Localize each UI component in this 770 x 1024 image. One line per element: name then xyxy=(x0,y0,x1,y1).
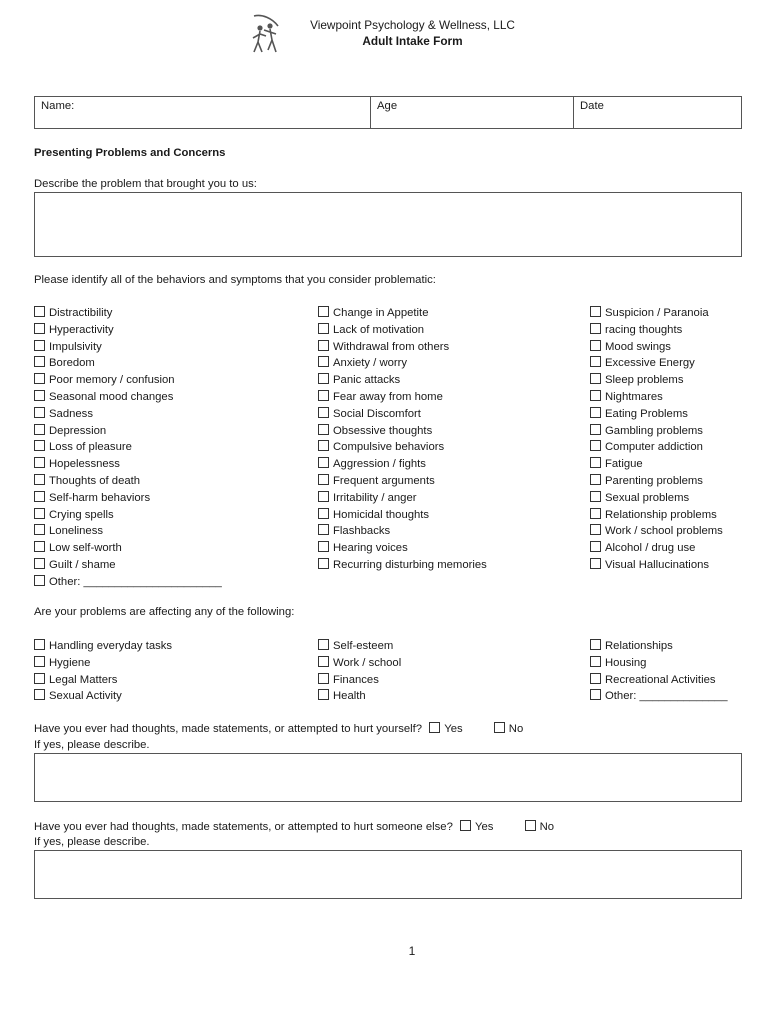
checkbox-label: Legal Matters xyxy=(49,673,118,686)
checkbox-item xyxy=(318,473,487,490)
checkbox-label: Relationship problems xyxy=(605,508,717,521)
checkbox-label: Handling everyday tasks xyxy=(49,640,173,652)
checkbox-item xyxy=(590,672,728,689)
checkbox-item xyxy=(318,305,487,322)
checkbox[interactable] xyxy=(590,373,601,384)
age-label: Age xyxy=(377,100,398,112)
checkbox-label: Poor memory / confusion xyxy=(49,374,175,387)
checkbox-item xyxy=(590,406,723,423)
checkbox[interactable] xyxy=(34,440,45,451)
checkbox[interactable] xyxy=(34,639,45,650)
checkbox[interactable] xyxy=(590,457,601,468)
checkbox-item xyxy=(590,389,723,406)
date-field[interactable] xyxy=(574,97,741,128)
page-number: 1 xyxy=(408,944,416,958)
checkbox[interactable] xyxy=(590,656,601,667)
checkbox-label: Panic attacks xyxy=(333,374,401,387)
checkbox-item xyxy=(318,557,487,574)
checkbox-label: racing thoughts xyxy=(605,323,683,336)
checkbox[interactable] xyxy=(590,689,601,700)
checkbox[interactable] xyxy=(590,424,601,435)
checkbox-label: Eating Problems xyxy=(605,407,688,420)
checkbox-item xyxy=(34,523,222,540)
checkbox-label: Flashbacks xyxy=(333,525,391,538)
checkbox-item xyxy=(34,372,222,389)
symptoms-column-2 xyxy=(318,305,487,574)
checkbox-item xyxy=(318,439,487,456)
checkbox-label: Computer addiction xyxy=(605,441,703,454)
checkbox-item xyxy=(34,423,222,440)
checkbox-label: Visual Hallucinations xyxy=(605,558,710,571)
checkbox[interactable] xyxy=(590,323,601,334)
checkbox-label: Homicidal thoughts xyxy=(333,508,430,521)
affecting-column-3 xyxy=(590,638,728,705)
checkbox-item xyxy=(318,423,487,440)
checkbox[interactable] xyxy=(34,356,45,367)
checkbox-item xyxy=(590,423,723,440)
date-label: Date xyxy=(580,100,604,112)
section-heading: Presenting Problems and Concerns xyxy=(34,147,226,159)
self-harm-question-row xyxy=(34,722,523,735)
checkbox-item xyxy=(590,473,723,490)
checkbox-label: Withdrawal from others xyxy=(333,340,450,353)
checkbox[interactable] xyxy=(318,373,329,384)
self-harm-question: Have you ever had thoughts, made statements, or attempted to hurt yourself? xyxy=(34,723,423,735)
checkbox[interactable] xyxy=(318,323,329,334)
checkbox-item xyxy=(318,456,487,473)
checkbox-label: Anxiety / worry xyxy=(333,357,408,370)
checkbox[interactable] xyxy=(318,508,329,519)
checkbox-label: Nightmares xyxy=(605,390,663,403)
checkbox[interactable] xyxy=(34,541,45,552)
checkbox[interactable] xyxy=(34,491,45,502)
checkbox[interactable] xyxy=(34,390,45,401)
checkbox[interactable] xyxy=(590,407,601,418)
checkbox-item xyxy=(590,638,728,655)
checkbox[interactable] xyxy=(318,656,329,667)
checkbox-item xyxy=(590,688,728,705)
checkbox[interactable] xyxy=(590,474,601,485)
harm-others-description-box[interactable] xyxy=(34,850,742,899)
checkbox[interactable] xyxy=(34,656,45,667)
checkbox-item xyxy=(590,456,723,473)
checkbox[interactable] xyxy=(590,340,601,351)
checkbox[interactable] xyxy=(34,474,45,485)
checkbox-label: Parenting problems xyxy=(605,474,703,487)
checkbox-label: Relationships xyxy=(605,640,673,652)
checkbox-label: Social Discomfort xyxy=(333,407,421,420)
checkbox-item xyxy=(318,406,487,423)
name-field[interactable] xyxy=(35,97,371,128)
checkbox-item xyxy=(34,339,222,356)
checkbox[interactable] xyxy=(34,689,45,700)
checkbox-item xyxy=(590,655,728,672)
self-harm-description-box[interactable] xyxy=(34,753,742,802)
self-harm-no-label: No xyxy=(508,723,524,735)
checkbox[interactable] xyxy=(34,323,45,334)
checkbox-label: Guilt / shame xyxy=(49,558,116,571)
checkbox[interactable] xyxy=(590,524,601,535)
checkbox-item xyxy=(590,339,723,356)
checkbox-label: Hopelessness xyxy=(49,458,120,471)
checkbox-item xyxy=(318,672,401,689)
checkbox-label: Frequent arguments xyxy=(333,474,435,487)
harm-others-yes-checkbox[interactable] xyxy=(460,820,471,831)
checkbox-label: Aggression / fights xyxy=(333,458,426,471)
checkbox[interactable] xyxy=(590,440,601,451)
checkbox-item xyxy=(34,672,172,689)
checkbox-item xyxy=(34,439,222,456)
checkbox[interactable] xyxy=(34,524,45,535)
checkbox[interactable] xyxy=(590,673,601,684)
checkbox-item xyxy=(318,322,487,339)
checkbox-item xyxy=(318,638,401,655)
checkbox-item xyxy=(34,655,172,672)
checkbox-label: Finances xyxy=(333,673,379,686)
checkbox[interactable] xyxy=(34,673,45,684)
checkbox-label: Gambling problems xyxy=(605,424,703,437)
checkbox-item xyxy=(590,372,723,389)
checkbox-item xyxy=(318,523,487,540)
harm-others-question-row xyxy=(34,820,554,833)
checkbox-item xyxy=(318,540,487,557)
checkbox[interactable] xyxy=(34,575,45,586)
checkbox-label: Fear away from home xyxy=(333,390,443,403)
checkbox-label: Other: ______________ xyxy=(605,690,728,703)
checkbox[interactable] xyxy=(34,306,45,317)
checkbox[interactable] xyxy=(590,508,601,519)
checkbox[interactable] xyxy=(590,356,601,367)
problem-description-box[interactable] xyxy=(34,192,742,257)
checkbox-item xyxy=(34,490,222,507)
checkbox[interactable] xyxy=(34,373,45,384)
checkbox[interactable] xyxy=(318,673,329,684)
checkbox-item xyxy=(318,372,487,389)
checkbox-label: Compulsive behaviors xyxy=(333,441,445,454)
checkbox-item xyxy=(34,507,222,524)
checkbox-label: Irritability / anger xyxy=(333,491,417,504)
checkbox-label: Hyperactivity xyxy=(49,323,114,336)
checkbox-label: Work / school problems xyxy=(605,525,723,538)
checkbox-label: Loss of pleasure xyxy=(49,441,132,454)
checkbox-item xyxy=(318,355,487,372)
checkbox-label: Housing xyxy=(605,656,647,669)
checkbox-item xyxy=(34,355,222,372)
checkbox-item xyxy=(590,490,723,507)
self-harm-no-checkbox[interactable] xyxy=(494,722,505,733)
checkbox-label: Recreational Activities xyxy=(605,673,716,686)
symptoms-column-3 xyxy=(590,305,723,574)
self-harm-yes-label: Yes xyxy=(444,723,463,735)
checkbox[interactable] xyxy=(34,508,45,519)
checkbox[interactable] xyxy=(318,407,329,418)
checkbox[interactable] xyxy=(318,390,329,401)
checkbox[interactable] xyxy=(590,558,601,569)
checkbox[interactable] xyxy=(318,356,329,367)
checkbox-item xyxy=(318,507,487,524)
checkbox-label: Excessive Energy xyxy=(605,357,695,370)
checkbox-label: Lack of motivation xyxy=(333,323,425,336)
checkbox-label: Boredom xyxy=(49,357,95,370)
checkbox-label: Seasonal mood changes xyxy=(49,390,174,403)
checkbox-item xyxy=(34,456,222,473)
checkbox-item xyxy=(590,439,723,456)
checkbox-label: Thoughts of death xyxy=(49,474,141,487)
describe-prompt: Describe the problem that brought you to us: xyxy=(34,178,257,190)
affecting-column-2 xyxy=(318,638,401,705)
symptoms-prompt: Please identify all of the behaviors and symptoms that you consider problematic: xyxy=(34,274,436,286)
checkbox-label: Work / school xyxy=(333,656,402,669)
checkbox-label: Hearing voices xyxy=(333,542,408,555)
checkbox-item xyxy=(34,473,222,490)
checkbox-item xyxy=(34,389,222,406)
checkbox[interactable] xyxy=(318,306,329,317)
checkbox[interactable] xyxy=(318,340,329,351)
checkbox[interactable] xyxy=(318,424,329,435)
checkbox[interactable] xyxy=(590,541,601,552)
checkbox-label: Sexual Activity xyxy=(49,690,122,703)
checkbox[interactable] xyxy=(318,491,329,502)
checkbox[interactable] xyxy=(318,440,329,451)
checkbox-item xyxy=(34,322,222,339)
checkbox-label: Mood swings xyxy=(605,340,671,353)
checkbox-label: Suspicion / Paranoia xyxy=(605,307,709,319)
checkbox-item xyxy=(590,355,723,372)
checkbox[interactable] xyxy=(318,524,329,535)
checkbox[interactable] xyxy=(318,457,329,468)
harm-others-describe-prompt: If yes, please describe. xyxy=(34,836,150,848)
affecting-prompt: Are your problems are affecting any of the following: xyxy=(34,606,295,618)
checkbox-label: Distractibility xyxy=(49,307,113,319)
checkbox-item xyxy=(590,540,723,557)
checkbox-label: Self-esteem xyxy=(333,640,394,652)
checkbox-item xyxy=(34,574,222,591)
harm-others-yes-label: Yes xyxy=(475,821,494,833)
self-harm-describe-prompt: If yes, please describe. xyxy=(34,739,150,751)
organization-name: Viewpoint Psychology & Wellness, LLC xyxy=(310,18,515,32)
checkbox[interactable] xyxy=(590,390,601,401)
checkbox-item xyxy=(590,507,723,524)
checkbox-label: Crying spells xyxy=(49,508,114,521)
name-label: Name: xyxy=(41,100,75,112)
checkbox-item xyxy=(318,655,401,672)
checkbox-label: Self-harm behaviors xyxy=(49,491,151,504)
checkbox[interactable] xyxy=(34,558,45,569)
checkbox-label: Sleep problems xyxy=(605,374,684,387)
checkbox[interactable] xyxy=(34,457,45,468)
checkbox-item xyxy=(34,540,222,557)
checkbox[interactable] xyxy=(34,407,45,418)
checkbox-item xyxy=(318,688,401,705)
checkbox-label: Loneliness xyxy=(49,525,104,538)
checkbox-label: Hygiene xyxy=(49,656,91,669)
checkbox-item xyxy=(318,339,487,356)
harm-others-no-label: No xyxy=(539,821,555,833)
affecting-column-1 xyxy=(34,638,172,705)
checkbox-label: Health xyxy=(333,690,366,703)
checkbox[interactable] xyxy=(34,340,45,351)
checkbox-label: Depression xyxy=(49,424,107,437)
checkbox-label: Sadness xyxy=(49,407,93,420)
checkbox-item xyxy=(34,305,222,322)
self-harm-yes-checkbox[interactable] xyxy=(429,722,440,733)
checkbox[interactable] xyxy=(590,639,601,650)
checkbox-label: Impulsivity xyxy=(49,340,102,353)
checkbox[interactable] xyxy=(318,639,329,650)
checkbox-label: Obsessive thoughts xyxy=(333,424,433,437)
checkbox-item xyxy=(34,638,172,655)
checkbox-item xyxy=(590,557,723,574)
form-title: Adult Intake Form xyxy=(362,34,463,48)
checkbox-label: Sexual problems xyxy=(605,491,690,504)
checkbox[interactable] xyxy=(34,424,45,435)
checkbox[interactable] xyxy=(318,541,329,552)
checkbox-label: Other: ______________________ xyxy=(49,575,222,588)
checkbox[interactable] xyxy=(590,491,601,502)
checkbox-item xyxy=(590,523,723,540)
checkbox-label: Alcohol / drug use xyxy=(605,542,696,555)
checkbox-item xyxy=(34,557,222,574)
harm-others-no-checkbox[interactable] xyxy=(525,820,536,831)
checkbox-item xyxy=(34,406,222,423)
symptoms-column-1 xyxy=(34,305,222,591)
checkbox-item xyxy=(34,688,172,705)
checkbox-item xyxy=(590,322,723,339)
info-table xyxy=(34,96,742,129)
checkbox[interactable] xyxy=(590,306,601,317)
checkbox[interactable] xyxy=(318,474,329,485)
checkbox[interactable] xyxy=(318,558,329,569)
checkbox-label: Fatigue xyxy=(605,458,643,471)
checkbox-label: Recurring disturbing memories xyxy=(333,558,487,571)
checkbox-item xyxy=(318,490,487,507)
checkbox-label: Change in Appetite xyxy=(333,307,429,319)
checkbox-item xyxy=(590,305,723,322)
checkbox[interactable] xyxy=(318,689,329,700)
checkbox-label: Low self-worth xyxy=(49,542,122,555)
harm-others-question: Have you ever had thoughts, made statements, or attempted to hurt someone else? xyxy=(34,821,453,833)
checkbox-item xyxy=(318,389,487,406)
age-field[interactable] xyxy=(371,97,574,128)
